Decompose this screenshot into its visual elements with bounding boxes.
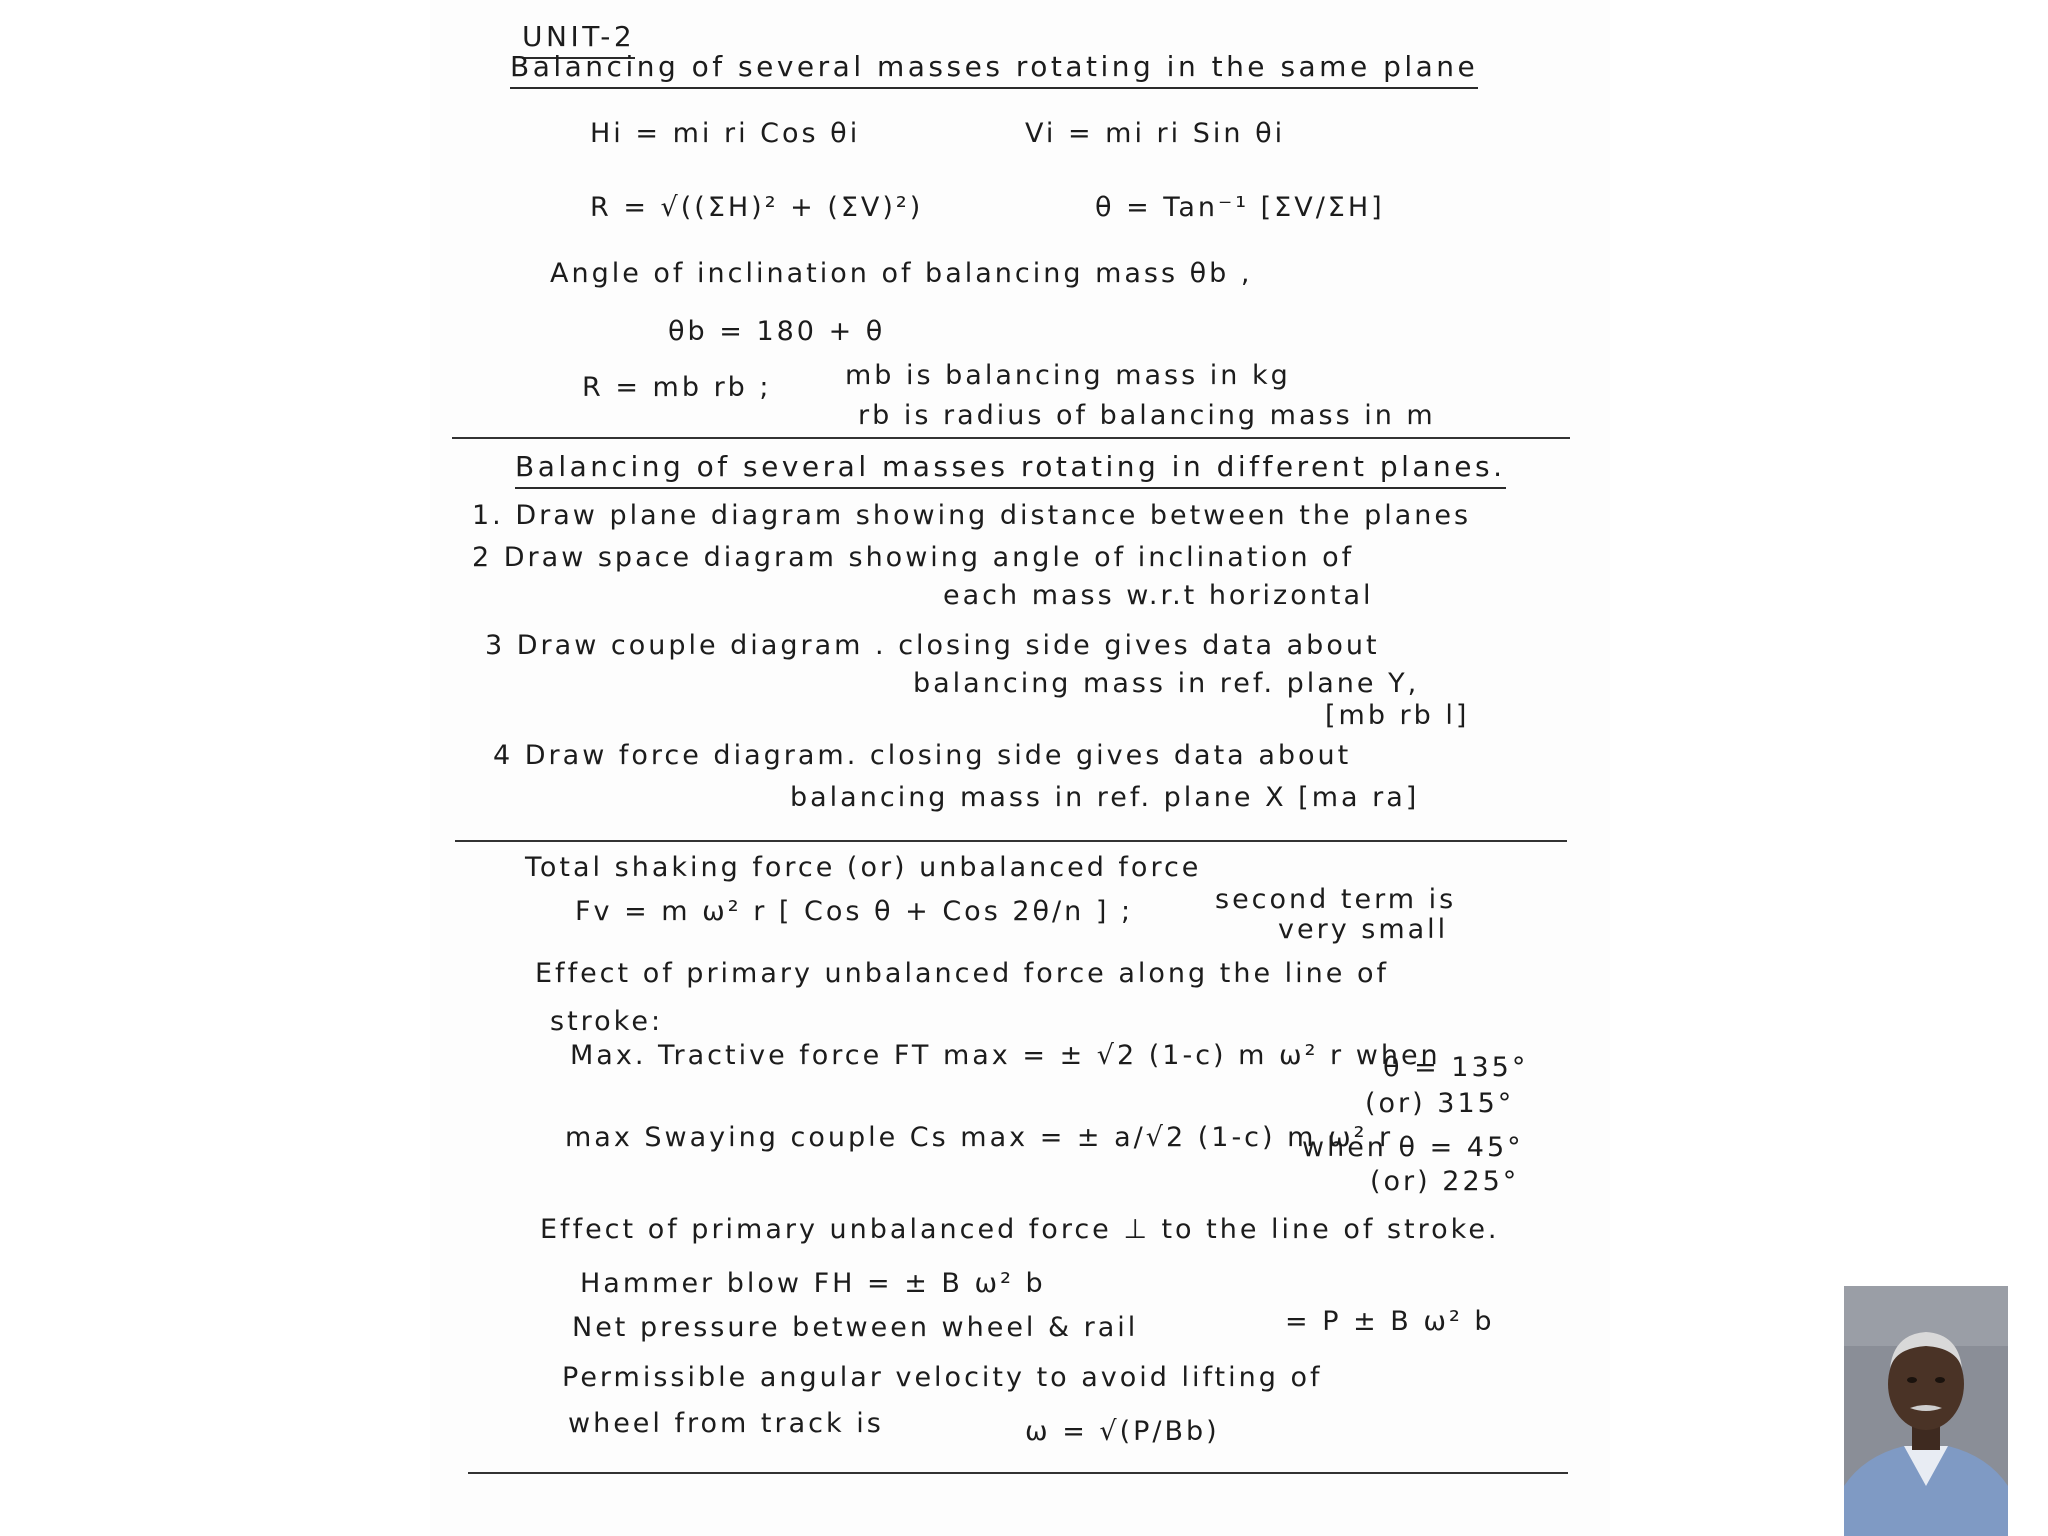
step-4-line2: balancing mass in ref. plane X [ma ra] xyxy=(790,782,1420,813)
step-3-line2: balancing mass in ref. plane Y, xyxy=(913,668,1420,699)
effect-primary-line: Effect of primary unbalanced force along the line of xyxy=(535,958,1389,989)
step-2-line2: each mass w.r.t horizontal xyxy=(943,580,1374,611)
unit-heading: UNIT-2 xyxy=(522,20,635,59)
hammer-blow: Hammer blow FH = ± B ω² b xyxy=(580,1268,1046,1299)
very-small-note: very small xyxy=(1278,914,1449,945)
effect-perpendicular-line: Effect of primary unbalanced force ⊥ to the line of stroke. xyxy=(540,1214,1500,1245)
permissible-velocity: Permissible angular velocity to avoid lifting of xyxy=(562,1362,1323,1393)
angle-inclination-line: Angle of inclination of balancing mass θb , xyxy=(550,258,1253,289)
or-315: (or) 315° xyxy=(1365,1088,1515,1119)
wheel-from-track: wheel from track is xyxy=(568,1408,884,1439)
r-mass-equation: R = mb rb ; xyxy=(582,372,772,403)
step-1: 1. Draw plane diagram showing distance between the planes xyxy=(472,500,1472,531)
divider-2 xyxy=(455,840,1567,842)
section1-title: Balancing of several masses rotating in the same plane xyxy=(510,50,1478,89)
r-equation: R = √((ΣH)² + (ΣV)²) xyxy=(590,192,924,223)
when-45: when θ = 45° xyxy=(1302,1132,1524,1163)
mb-note: mb is balancing mass in kg xyxy=(845,360,1291,391)
theta-135: θ = 135° xyxy=(1383,1052,1529,1083)
divider-3 xyxy=(468,1472,1568,1474)
step-4-line1: 4 Draw force diagram. closing side gives data about xyxy=(493,740,1352,771)
net-pressure: Net pressure between wheel & rail xyxy=(572,1312,1139,1343)
omega-equation: ω = √(P/Bb) xyxy=(1025,1416,1220,1447)
section2-title: Balancing of several masses rotating in different planes. xyxy=(515,450,1506,489)
presenter-portrait xyxy=(1844,1286,2008,1536)
theta-equation: θ = Tan⁻¹ [ΣV/ΣH] xyxy=(1095,192,1385,223)
step-2-line1: 2 Draw space diagram showing angle of inclination of xyxy=(472,542,1355,573)
or-225: (or) 225° xyxy=(1370,1166,1520,1197)
presenter-webcam xyxy=(1844,1286,2008,1536)
total-shaking-force: Total shaking force (or) unbalanced force xyxy=(525,852,1202,883)
fv-equation: Fv = m ω² r [ Cos θ + Cos 2θ/n ] ; xyxy=(575,896,1134,927)
h-equation: Hi = mi ri Cos θi xyxy=(590,118,861,149)
max-swaying-couple: max Swaying couple Cs max = ± a/√2 (1-c) m ω² r xyxy=(565,1122,1394,1153)
theta-b-equation: θb = 180 + θ xyxy=(668,316,886,347)
max-tractive-force: Max. Tractive force FT max = ± √2 (1-c) m ω² r when xyxy=(570,1040,1441,1071)
second-term-note: second term is xyxy=(1215,884,1457,915)
divider-1 xyxy=(452,437,1570,439)
v-equation: Vi = mi ri Sin θi xyxy=(1025,118,1286,149)
step-3-line3: [mb rb l] xyxy=(1325,700,1470,731)
step-3-line1: 3 Draw couple diagram . closing side gives data about xyxy=(485,630,1380,661)
rb-note: rb is radius of balancing mass in m xyxy=(858,400,1436,431)
stroke-label: stroke: xyxy=(550,1006,664,1037)
net-pressure-equation: = P ± B ω² b xyxy=(1285,1306,1495,1337)
